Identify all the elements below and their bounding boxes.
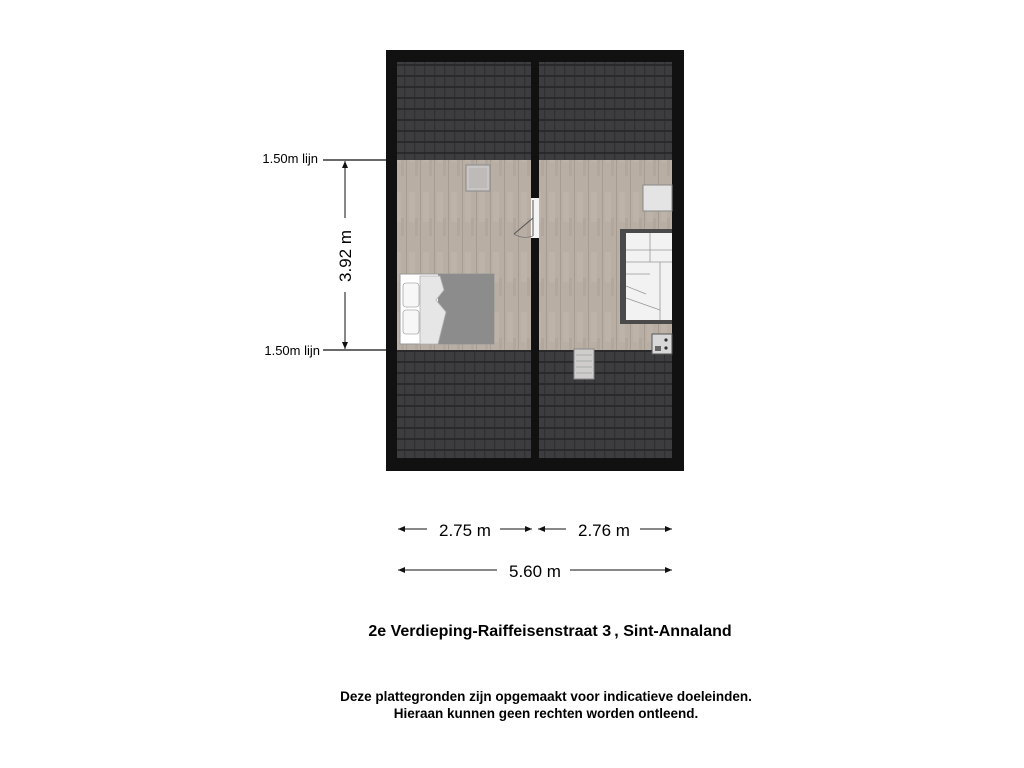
roof-window-icon [574, 349, 594, 379]
top-line-label: 1.50m lijn [262, 151, 318, 166]
disclaimer [0, 688, 1024, 722]
roof-bottom-left [397, 350, 531, 458]
partition-wall [531, 62, 539, 458]
staircase-icon [620, 229, 672, 324]
width-left-label: 2.75 m [439, 521, 491, 540]
bottom-line-label: 1.50m lijn [264, 343, 320, 358]
plan-title: 2e Verdieping-Raiffeisenstraat 3 , Sint-Annaland [368, 623, 732, 640]
roof-top-right [539, 62, 672, 160]
bed-icon [400, 274, 494, 344]
height-label: 3.92 m [336, 230, 355, 282]
disclaimer-line-2: Hieraan kunnen geen rechten worden ontleend. [393, 706, 699, 721]
width-total-label: 5.60 m [509, 562, 561, 581]
disclaimer-line-1: Deze plattegronden zijn opgemaakt voor indicatieve doeleinden. [340, 689, 752, 704]
cabinet [643, 185, 672, 211]
socket-icon [652, 334, 672, 354]
width-right-label: 2.76 m [578, 521, 630, 540]
window-icon [466, 165, 490, 191]
roof-bottom-right [539, 350, 672, 458]
roof-top-left [397, 62, 531, 160]
